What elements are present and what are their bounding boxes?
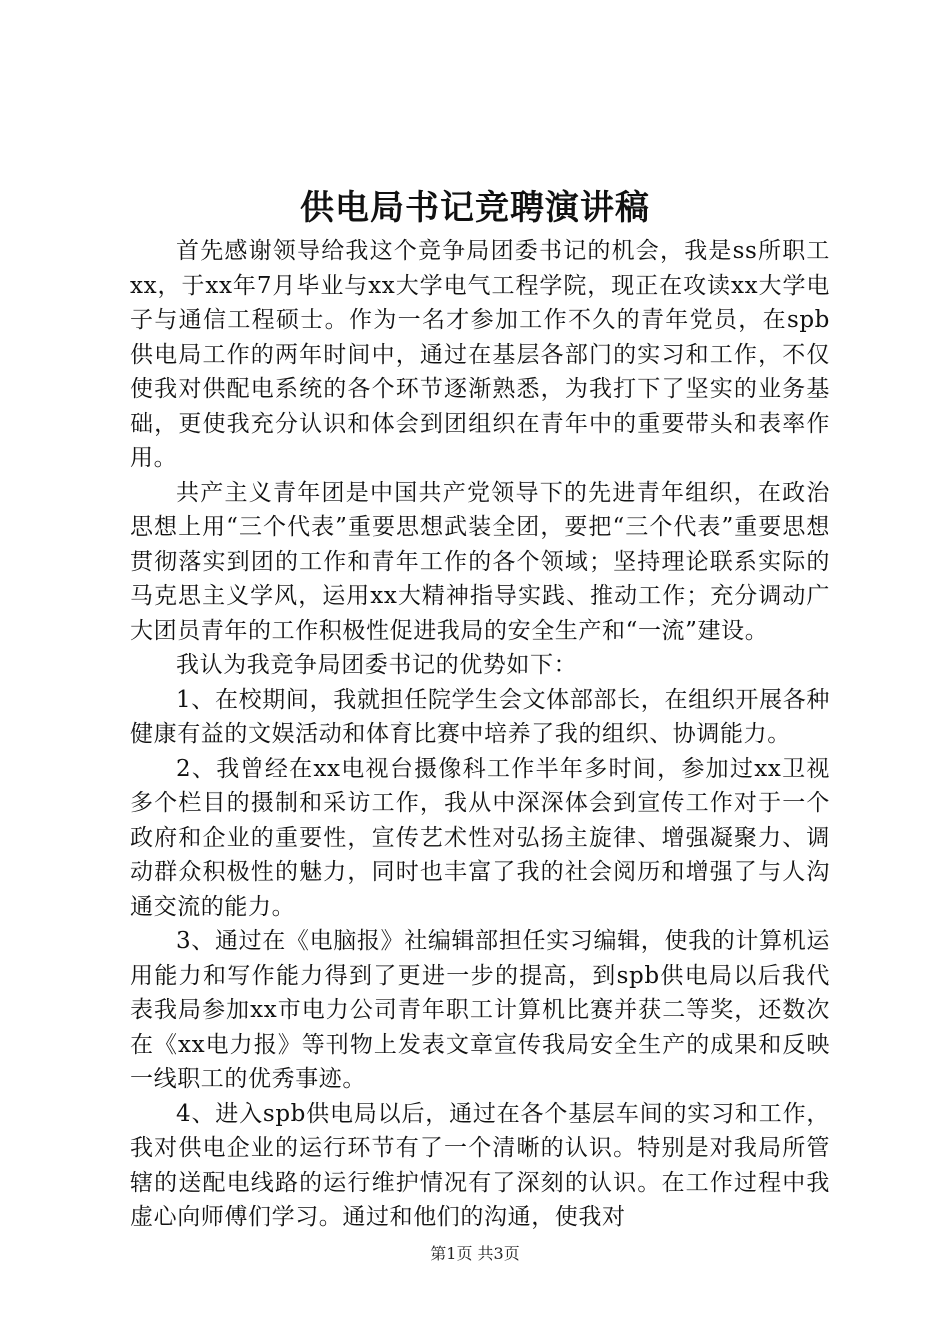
paragraph: 首先感谢领导给我这个竞争局团委书记的机会，我是ss所职工xx，于xx年7月毕业与xx大学电气工程学院，现正在攻读xx大学电子与通信工程硕士。作为一名才参加工作不久的青年党员，在spb供电局工作的两年时间中，通过在基层各部门的实习和工作，不仅使我对供配电系统的各个环节逐渐熟悉，为我打下了坚实的业务基础，更使我充分认识和体会到团组织在青年中的重要带头和表率作用。: [130, 238, 830, 471]
paragraph: 2、我曾经在xx电视台摄像科工作半年多时间，参加过xx卫视多个栏目的摄制和采访工作，我从中深深体会到宣传工作对于一个政府和企业的重要性，宣传艺术性对弘扬主旋律、增强凝聚力、调动群众积极性的魅力，同时也丰富了我的社会阅历和增强了与人沟通交流的能力。: [130, 755, 830, 920]
paragraph: 我认为我竞争局团委书记的优势如下：: [176, 652, 578, 678]
paragraph: 3、通过在《电脑报》社编辑部担任实习编辑，使我的计算机运用能力和写作能力得到了更进一步的提高，到spb供电局以后我代表我局参加xx市电力公司青年职工计算机比赛并获二等奖，还数次在《xx电力报》等刊物上发表文章宣传我局安全生产的成果和反映一线职工的优秀事迹。: [130, 928, 830, 1092]
document-body: [130, 234, 830, 1235]
paragraph: 4、进入spb供电局以后，通过在各个基层车间的实习和工作，我对供电企业的运行环节有了一个清晰的认识。特别是对我局所管辖的送配电线路的运行维护情况有了深刻的认识。在工作过程中我虚心向师傅们学习。通过和他们的沟通，使我对: [130, 1100, 830, 1230]
page-number-footer: 第1页 共3页: [430, 1244, 520, 1263]
paragraph: 共产主义青年团是中国共产党领导下的先进青年组织，在政治思想上用“三个代表”重要思想武装全团，要把“三个代表”重要思想贯彻落实到团的工作和青年工作的各个领域；坚持理论联系实际的马克思主义学风，运用xx大精神指导实践、推动工作；充分调动广大团员青年的工作积极性促进我局的安全生产和“一流”建设。: [130, 479, 830, 644]
paragraph: 1、在校期间，我就担任院学生会文体部部长，在组织开展各种健康有益的文娱活动和体育比赛中培养了我的组织、协调能力。: [130, 686, 830, 747]
document-title: 供电局书记竞聘演讲稿: [300, 188, 650, 228]
